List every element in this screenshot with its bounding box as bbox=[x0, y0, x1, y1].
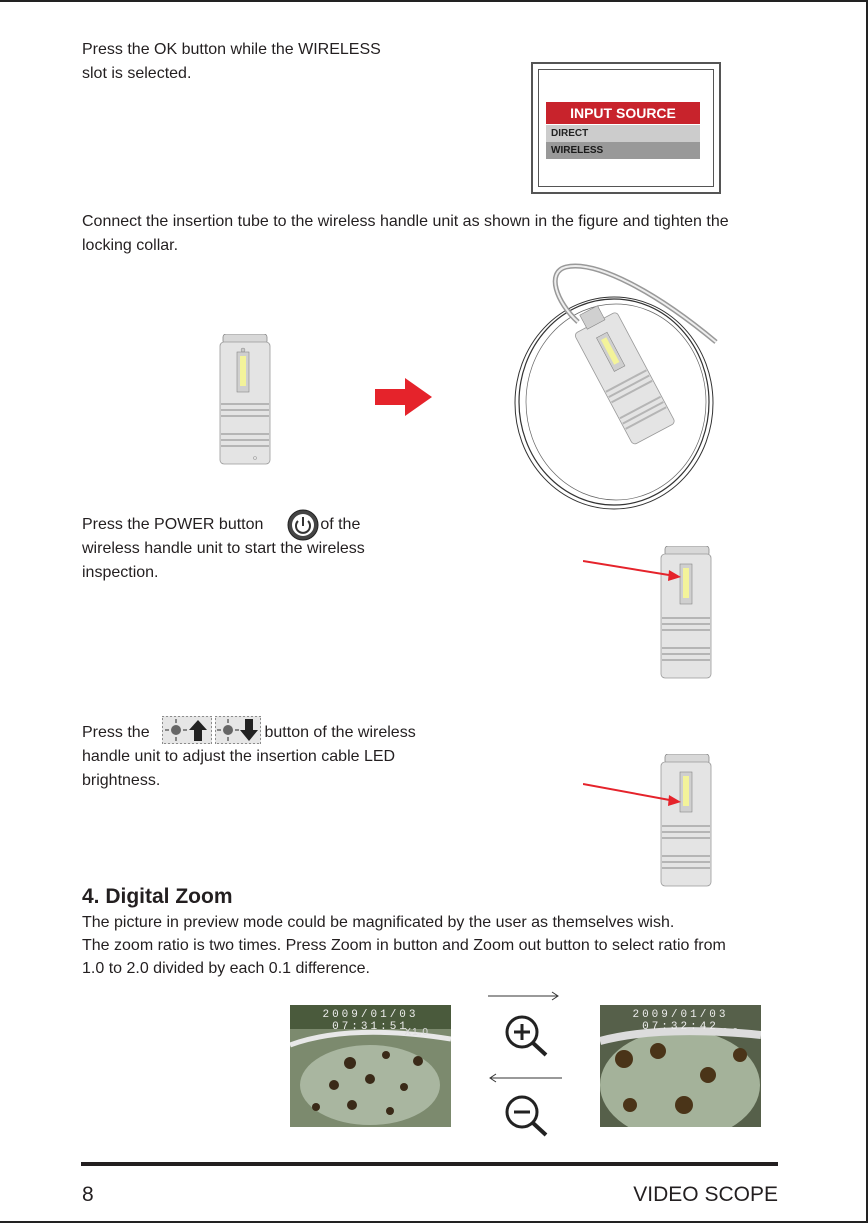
handle-with-insertion-tube-illustration bbox=[506, 262, 736, 510]
step-connect-line1: Connect the insertion tube to the wireless handle unit as shown in the figure and tighten the bbox=[82, 213, 729, 230]
step-ok-line2: slot is selected. bbox=[82, 65, 192, 82]
step-connect-line2: locking collar. bbox=[82, 237, 179, 254]
red-right-arrow bbox=[375, 378, 433, 416]
zoom-out-icon[interactable] bbox=[500, 1092, 552, 1138]
input-source-screen bbox=[531, 62, 721, 194]
preview-x1-timestamp: 2009/01/03 07:31:51 bbox=[322, 1009, 419, 1033]
footer-title: VIDEO SCOPE bbox=[633, 1183, 778, 1206]
step-power-line3: inspection. bbox=[82, 564, 159, 581]
step-led-line2: handle unit to adjust the insertion cable LED bbox=[82, 748, 396, 765]
step-led-line3: brightness. bbox=[82, 772, 161, 789]
step-power-line1-end: of the bbox=[320, 516, 361, 533]
zoom-desc-line2: The zoom ratio is two times. Press Zoom in button and Zoom out button to select ratio from bbox=[82, 937, 726, 954]
footer-divider bbox=[81, 1162, 778, 1166]
wireless-handle-illustration bbox=[219, 334, 271, 466]
menu-option-wireless[interactable]: WIRELESS bbox=[546, 142, 700, 159]
step-ok-line1: Press the OK button while the WIRELESS bbox=[82, 41, 381, 58]
preview-image-x1 bbox=[290, 1005, 451, 1127]
step-led-line1-end: button of the wireless bbox=[264, 724, 416, 741]
step-power-line1-start: Press the POWER button bbox=[82, 516, 264, 533]
menu-title: INPUT SOURCE bbox=[546, 102, 700, 124]
zoom-in-icon[interactable] bbox=[500, 1012, 552, 1058]
preview-x1-ratio: X1.0 bbox=[404, 1027, 429, 1038]
preview-x2-ratio: X2.0 bbox=[714, 1027, 739, 1038]
step-power-line2: wireless handle unit to start the wireless bbox=[82, 540, 365, 557]
page-number: 8 bbox=[82, 1183, 94, 1206]
step-power-line1 bbox=[82, 513, 402, 537]
step-connect-text bbox=[82, 210, 782, 258]
zoom-out-arrow-indicator bbox=[486, 1070, 564, 1090]
step-led-line1-start: Press the bbox=[82, 724, 150, 741]
zoom-description bbox=[82, 911, 782, 980]
zoom-desc-line1: The picture in preview mode could be magnificated by the user as themselves wish. bbox=[82, 914, 675, 931]
power-button-icon bbox=[286, 508, 320, 542]
step-led-line1 bbox=[82, 721, 442, 745]
menu-option-direct[interactable]: DIRECT bbox=[546, 125, 700, 142]
led-brightness-up-icon bbox=[162, 716, 212, 744]
handle-led-pointer-illustration bbox=[583, 754, 713, 888]
section-heading-digital-zoom: 4. Digital Zoom bbox=[82, 885, 233, 908]
preview-image-x2 bbox=[600, 1005, 761, 1127]
zoom-desc-line3: 1.0 to 2.0 divided by each 0.1 difference. bbox=[82, 960, 370, 977]
step-led-text bbox=[82, 721, 442, 793]
handle-power-pointer-illustration bbox=[583, 546, 713, 680]
step-ok-text bbox=[82, 38, 442, 86]
preview-x2-timestamp: 2009/01/03 07:32:42 bbox=[632, 1009, 729, 1033]
led-brightness-down-icon bbox=[215, 716, 261, 744]
page-frame-top bbox=[0, 0, 868, 2]
step-power-text bbox=[82, 513, 402, 585]
